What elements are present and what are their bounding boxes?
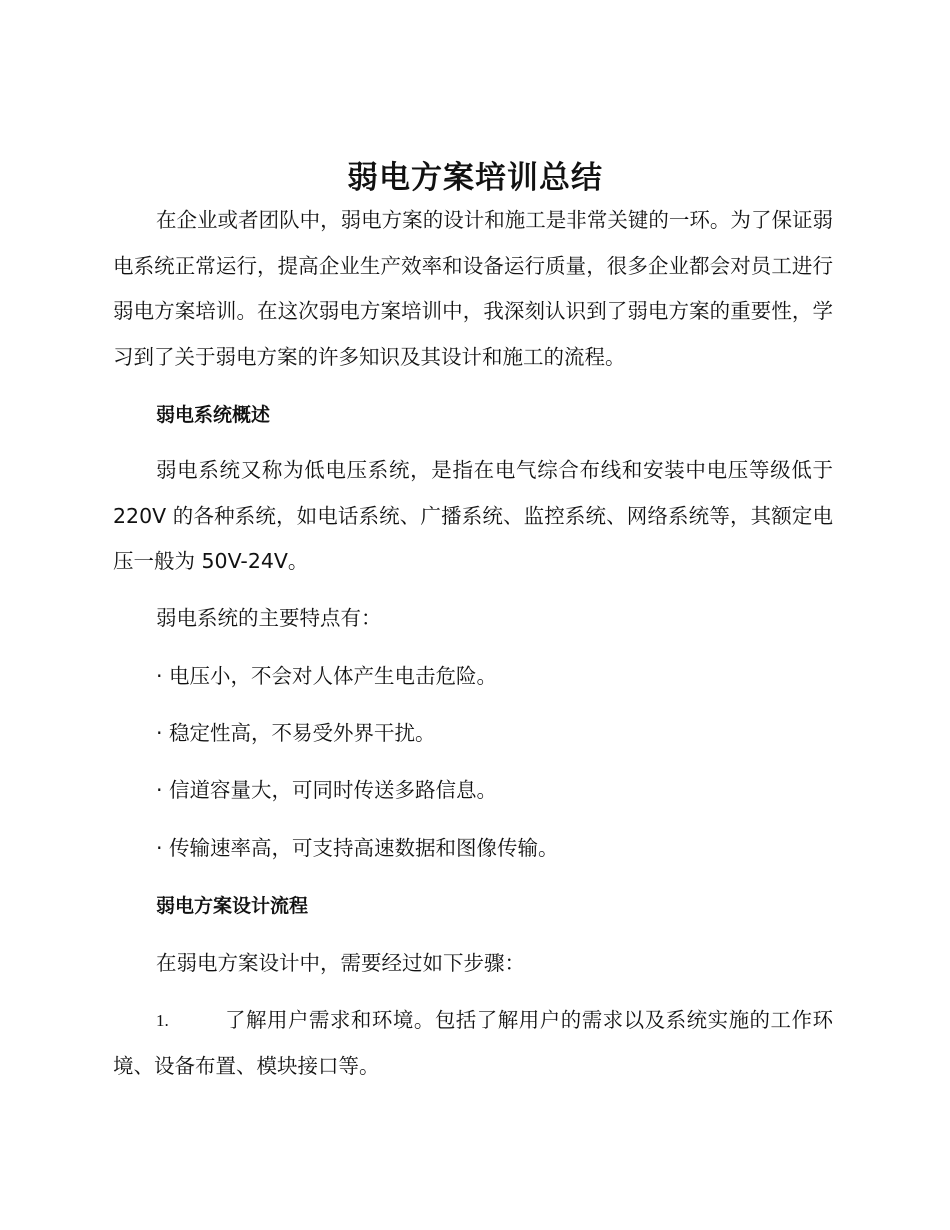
step-text: 了解用户需求和环境。包括了解用户的需求以及系统实施的工作环境、设备布置、模块接口等。 (113, 1008, 833, 1078)
step-number: 1. (156, 1011, 169, 1030)
section-heading-design-flow: 弱电方案设计流程 (156, 895, 309, 917)
feature-item: · 稳定性高，不易受外界干扰。 (156, 721, 436, 745)
intro-paragraph: 在企业或者团队中，弱电方案的设计和施工是非常关键的一环。为了保证弱电系统正常运行，提高企业生产效率和设备运行质量，很多企业都会对员工进行弱电方案培训。在这次弱电方案培训中，我深刻认识到了弱电方案的重要性，学习到了关于弱电方案的许多知识及其设计和施工的流程。 (113, 208, 833, 369)
document-title: 弱电方案培训总结 (347, 160, 603, 196)
overview-paragraph: 弱电系统又称为低电压系统，是指在电气综合布线和安装中电压等级低于 220V 的各种系统，如电话系统、广播系统、监控系统、网络系统等，其额定电压一般为 50V-24V。 (113, 458, 833, 573)
feature-item: · 信道容量大，可同时传送多路信息。 (156, 778, 498, 802)
design-flow-intro: 在弱电方案设计中，需要经过如下步骤： (156, 951, 525, 975)
features-intro: 弱电系统的主要特点有： (156, 606, 382, 630)
feature-item: · 电压小，不会对人体产生电击危险。 (156, 664, 498, 688)
section-heading-overview: 弱电系统概述 (156, 404, 271, 426)
feature-item: · 传输速率高，可支持高速数据和图像传输。 (156, 836, 559, 860)
